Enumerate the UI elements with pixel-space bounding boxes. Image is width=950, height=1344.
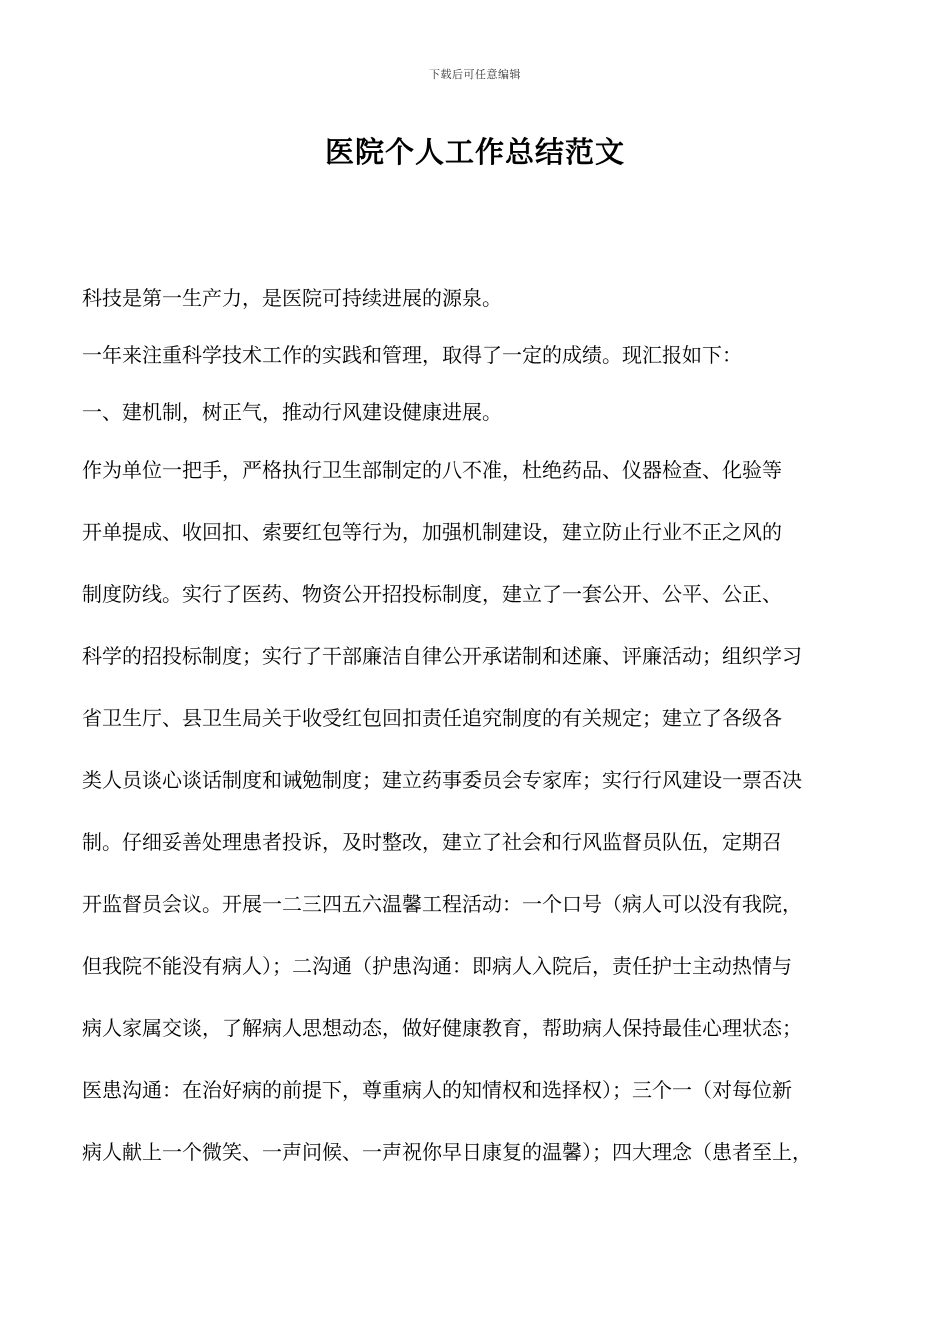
header-note: 下载后可任意编辑	[429, 68, 521, 81]
paragraph-intro-1: 科技是第一生产力，是医院可持续进展的源泉。	[82, 286, 502, 310]
text-line: 开单提成、收回扣、索要红包等行为，加强机制建设，建立防止行业不正之风的	[82, 520, 782, 544]
text-line: 科学的招投标制度；实行了干部廉洁自律公开承诺制和述廉、评廉活动；组织学习	[82, 644, 802, 668]
text-line: 省卫生厅、县卫生局关于收受红包回扣责任追究制度的有关规定；建立了各级各	[82, 706, 782, 730]
text-line: 制。仔细妥善处理患者投诉，及时整改，建立了社会和行风监督员队伍，定期召	[82, 830, 782, 854]
text-line: 作为单位一把手，严格执行卫生部制定的八不准，杜绝药品、仪器检查、化验等	[82, 458, 782, 482]
text-line: 但我院不能没有病人）；二沟通（护患沟通：即病人入院后，责任护士主动热情与	[82, 954, 792, 978]
text-line: 类人员谈心谈话制度和诫勉制度；建立药事委员会专家库；实行行风建设一票否决	[82, 768, 802, 792]
text-line: 制度防线。实行了医药、物资公开招投标制度，建立了一套公开、公平、公正、	[82, 582, 782, 606]
section-heading-1: 一、建机制，树正气，推动行风建设健康进展。	[82, 400, 502, 424]
text-line: 开监督员会议。开展一二三四五六温馨工程活动：一个口号（病人可以没有我院，	[82, 892, 802, 916]
text-line: 病人家属交谈，了解病人思想动态，做好健康教育，帮助病人保持最佳心理状态；	[82, 1016, 802, 1040]
text-line: 医患沟通：在治好病的前提下，尊重病人的知情权和选择权）；三个一（对每位新	[82, 1078, 792, 1102]
document-title: 医院个人工作总结范文	[324, 135, 625, 169]
text-line: 病人献上一个微笑、一声问候、一声祝你早日康复的温馨）；四大理念（患者至上，	[82, 1140, 812, 1164]
paragraph-intro-2: 一年来注重科学技术工作的实践和管理，取得了一定的成绩。现汇报如下：	[82, 343, 742, 367]
